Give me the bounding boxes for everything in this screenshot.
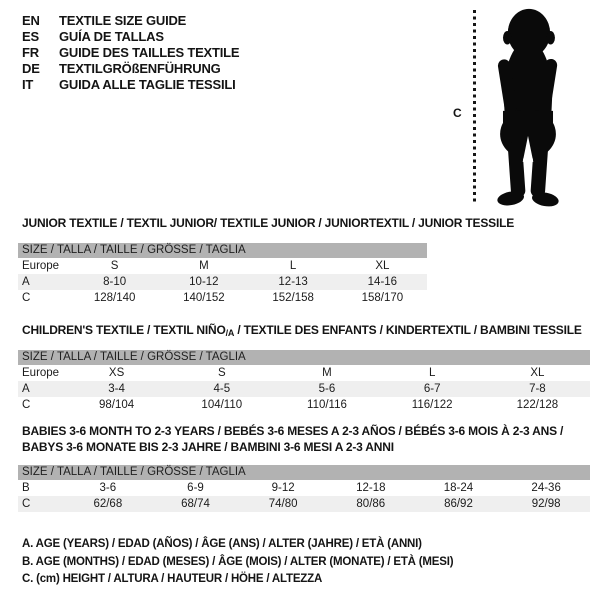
language-title: GUIDE DES TAILLES TEXTILE — [59, 45, 240, 60]
size-cell: 122/128 — [516, 399, 559, 411]
size-cell: 7-8 — [485, 381, 590, 397]
size-cell: 128/140 — [93, 292, 136, 304]
size-cell: 18-24 — [443, 482, 474, 494]
footnote-age-years: A. AGE (YEARS) / EDAD (AÑOS) / ÂGE (ANS) / ALTER (JAHRE) / ETÀ (ANNI) — [22, 538, 422, 550]
footnote-height: C. (cm) HEIGHT / ALTURA / HAUTEUR / HÖHE / ALTEZZA — [22, 573, 323, 585]
size-cell: 8-10 — [70, 274, 159, 290]
size-cell: XS — [108, 367, 125, 379]
legend-row — [22, 29, 239, 45]
language-title: GUIDA ALLE TAGLIE TESSILI — [59, 77, 236, 92]
size-cell: 10-12 — [159, 274, 248, 290]
size-cell: 62/68 — [64, 496, 152, 512]
children-title-post: / TEXTILE DES ENFANTS / KINDERTEXTIL / BAMBINI TESSILE — [234, 323, 582, 337]
babies-size-table — [18, 465, 590, 512]
junior-section-title: JUNIOR TEXTILE / TEXTIL JUNIOR/ TEXTILE JUNIOR / JUNIORTEXTIL / JUNIOR TESSILE — [22, 216, 515, 230]
size-cell: 68/74 — [152, 496, 240, 512]
size-header-row — [18, 350, 590, 365]
size-header-cell: SIZE / TALLA / TAILLE / GRÖSSE / TAGLIA — [18, 350, 590, 365]
size-header-row — [18, 465, 590, 480]
legend-row — [22, 77, 239, 93]
table-row — [18, 496, 590, 512]
row-label: B — [22, 482, 30, 494]
size-cell: 140/152 — [183, 292, 225, 304]
size-cell: 14-16 — [338, 274, 427, 290]
legend-row — [22, 45, 239, 61]
size-cell: M — [199, 260, 209, 272]
children-title-pre: CHILDREN'S TEXTILE / TEXTIL NIÑO — [22, 323, 226, 337]
size-cell: M — [322, 367, 332, 379]
children-title-sub: /A — [225, 328, 235, 338]
language-code: IT — [22, 77, 34, 92]
size-cell: 5-6 — [274, 381, 379, 397]
size-cell: 116/122 — [411, 399, 453, 411]
size-cell: 3-6 — [99, 482, 117, 494]
size-cell: 104/110 — [201, 399, 243, 411]
size-cell: L — [289, 260, 297, 272]
row-label: C — [22, 399, 31, 411]
children-size-table — [18, 350, 590, 413]
size-header-cell: SIZE / TALLA / TAILLE / GRÖSSE / TAGLIA — [18, 465, 590, 480]
size-cell: 98/104 — [99, 399, 135, 411]
size-cell: L — [428, 367, 436, 379]
table-row — [18, 365, 590, 381]
size-cell: S — [110, 260, 119, 272]
height-measure-label: C — [453, 106, 462, 120]
row-label: C — [22, 292, 31, 304]
legend-row — [22, 13, 239, 29]
size-cell: 6-9 — [187, 482, 204, 494]
language-title: GUÍA DE TALLAS — [59, 29, 164, 44]
language-code: ES — [22, 29, 39, 44]
size-cell: 4-5 — [169, 381, 274, 397]
language-title: TEXTILGRÖßENFÜHRUNG — [59, 61, 221, 76]
size-cell: 152/158 — [272, 292, 314, 304]
language-code: FR — [22, 45, 39, 60]
footnote-age-months: B. AGE (MONTHS) / EDAD (MESES) / ÂGE (MOIS) / ALTER (MONATE) / ETÀ (MESI) — [22, 555, 454, 568]
size-cell: S — [217, 367, 226, 379]
row-label: C — [18, 496, 64, 512]
size-cell: XL — [375, 260, 390, 272]
table-row — [18, 381, 590, 397]
footnotes — [22, 536, 453, 589]
table-row — [18, 480, 590, 496]
table-row — [18, 397, 590, 413]
table-row — [18, 258, 427, 274]
table-row — [18, 274, 427, 290]
size-header-row — [18, 243, 427, 258]
size-cell: 6-7 — [380, 381, 485, 397]
height-measure-dashed-line — [473, 10, 476, 204]
size-cell: 110/116 — [307, 399, 347, 411]
size-cell: 3-4 — [64, 381, 169, 397]
babies-title-line2: BABYS 3-6 MONATE BIS 2-3 JAHRE / BAMBINI 3-6 MESI A 2-3 ANNI — [22, 439, 394, 454]
size-cell: 24-36 — [531, 482, 561, 494]
language-title: TEXTILE SIZE GUIDE — [59, 13, 187, 28]
row-label: A — [18, 274, 70, 290]
size-cell: 92/98 — [502, 496, 590, 512]
children-section-title — [22, 323, 582, 342]
legend-row — [22, 61, 239, 77]
babies-section-title — [22, 424, 563, 455]
table-row — [18, 290, 427, 306]
language-code: EN — [22, 13, 40, 28]
size-header-cell: SIZE / TALLA / TAILLE / GRÖSSE / TAGLIA — [18, 243, 427, 258]
size-cell: 74/80 — [239, 496, 327, 512]
babies-title-line1: BABIES 3-6 MONTH TO 2-3 YEARS / BEBÉS 3-6 MESES A 2-3 AÑOS / BÉBÉS 3-6 MOIS À 2-3 ANS / — [22, 424, 564, 438]
size-cell: 12-13 — [249, 274, 338, 290]
size-cell: XL — [530, 367, 545, 379]
size-cell: 158/170 — [361, 292, 404, 304]
size-cell: 12-18 — [356, 482, 386, 494]
size-cell: 86/92 — [415, 496, 503, 512]
row-label: Europe — [22, 260, 60, 272]
language-legend — [22, 13, 239, 93]
language-code: DE — [22, 61, 40, 76]
row-label: Europe — [22, 367, 60, 379]
size-cell: 9-12 — [271, 482, 295, 494]
junior-size-table — [18, 243, 427, 306]
row-label: A — [18, 381, 64, 397]
toddler-silhouette-icon — [480, 7, 576, 209]
size-cell: 80/86 — [327, 496, 415, 512]
